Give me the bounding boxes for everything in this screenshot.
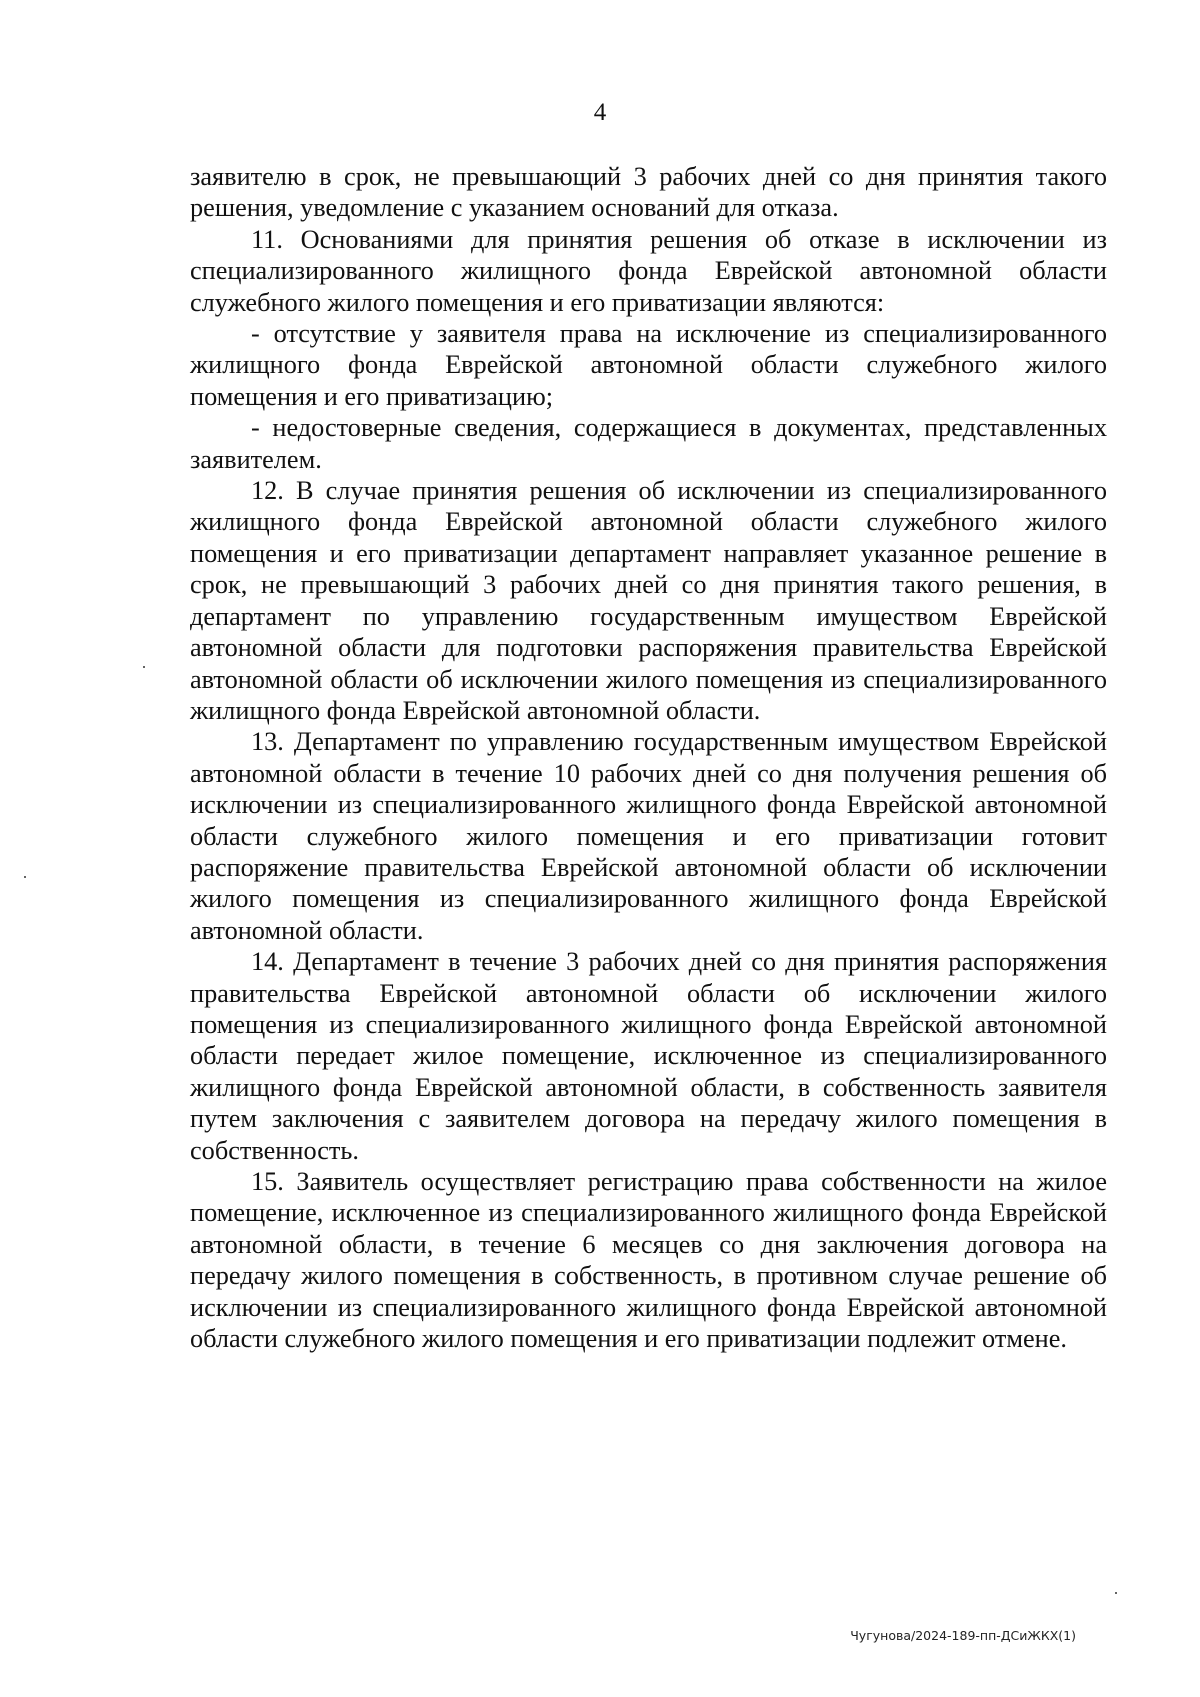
- document-body: [190, 161, 1107, 1354]
- scan-speck: [1115, 1592, 1117, 1594]
- list-item-unreliable-info: - недостоверные сведения, содержащиеся в документах, представленных заявителем.: [190, 413, 1107, 474]
- paragraph-15: 15. Заявитель осуществляет регистрацию права собственности на жилое помещение, исключенное из специализированного жилищного фонда Еврейской автономной области, в течение 6 месяцев со дня заключения договора на передачу жилого помещения в собственность, в противном случае решение об исключении из специализированного жилищного фонда Еврейской автономной области служебного жилого помещения и его приватизации подлежит отмене.: [190, 1167, 1107, 1354]
- scan-speck: [24, 876, 26, 878]
- paragraph-11: 11. Основаниями для принятия решения об отказе в исключении из специализированного жилищного фонда Еврейской автономной области служебного жилого помещения и его приватизации являются:: [190, 224, 1107, 317]
- paragraph-13: 13. Департамент по управлению государственным имуществом Еврейской автономной области в течение 10 рабочих дней со дня получения решения об исключении из специализированного жилищного фонда Еврейской автономной области служебного жилого помещения и его приватизации готовит распоряжение правительства Еврейской автономной области об исключении жилого помещения из специализированного жилищного фонда Еврейской автономной области.: [190, 727, 1107, 945]
- paragraph-14: 14. Департамент в течение 3 рабочих дней со дня принятия распоряжения правительства Еврейской автономной области об исключении жилого помещения из специализированного жилищного фонда Еврейской автономной области передает жилое помещение, исключенное из специализированного жилищного фонда Еврейской автономной области, в собственность заявителя путем заключения с заявителем договора на передачу жилого помещения в собственность.: [190, 947, 1107, 1165]
- scan-speck: [143, 666, 145, 668]
- page-number: 4: [593, 99, 607, 126]
- list-item-no-right: - отсутствие у заявителя права на исключение из специализированного жилищного фонда Еврейской автономной области служебного жилого помещения и его приватизацию;: [190, 319, 1107, 411]
- document-footer-code: Чугунова/2024-189-пп-ДСиЖКХ(1): [850, 1628, 1076, 1643]
- paragraph-continuation: заявителю в срок, не превышающий 3 рабочих дней со дня принятия такого решения, уведомление с указанием оснований для отказа.: [190, 162, 1107, 223]
- paragraph-12: 12. В случае принятия решения об исключении из специализированного жилищного фонда Еврейской автономной области служебного жилого помещения и его приватизации департамент направляет указанное решение в срок, не превышающий 3 рабочих дней со дня принятия такого решения, в департамент по управлению государственным имуществом Еврейской автономной области для подготовки распоряжения правительства Еврейской автономной области об исключении жилого помещения из специализированного жилищного фонда Еврейской автономной области.: [190, 476, 1107, 725]
